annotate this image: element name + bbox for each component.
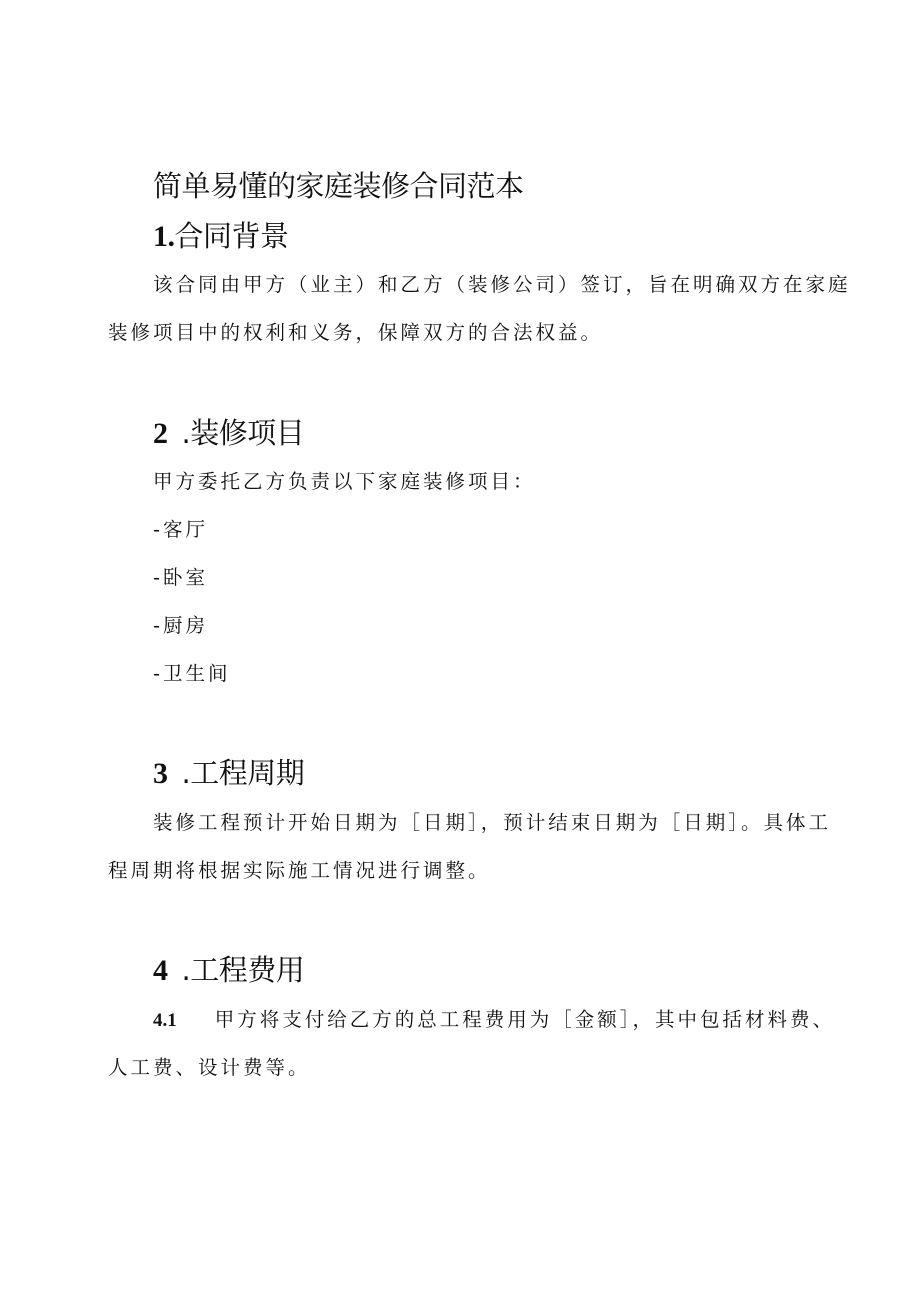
section-1-line-1: 该合同由甲方（业主）和乙方（装修公司）签订，旨在明确双方在家庭	[153, 273, 851, 296]
list-item: -客厅	[153, 518, 209, 541]
section-3-title: .工程周期	[181, 756, 305, 790]
subsection-number: 4.1	[153, 1010, 177, 1031]
section-3-number: 3	[153, 757, 168, 790]
list-item: -卫生间	[153, 662, 231, 685]
section-4-line-1	[153, 1007, 835, 1033]
section-4-heading	[153, 950, 304, 991]
list-item: -卧室	[153, 566, 209, 589]
section-1-title: 合同背景	[174, 219, 289, 253]
section-4-title: .工程费用	[181, 953, 305, 987]
section-2-heading	[153, 413, 304, 454]
section-1-line-2: 装修项目中的权利和义务，保障双方的合法权益。	[108, 321, 604, 344]
section-1-number: 1.	[153, 220, 175, 253]
subsection-text: 甲方将支付给乙方的总工程费用为［金额］，其中包括材料费、	[214, 1008, 836, 1031]
document-title: 简单易懂的家庭装修合同范本	[153, 169, 524, 203]
section-3-line-1: 装修工程预计开始日期为［日期］，预计结束日期为［日期］。具体工	[153, 811, 832, 834]
section-2-number: 2	[153, 417, 168, 450]
section-2-intro: 甲方委托乙方负责以下家庭装修项目：	[153, 470, 536, 493]
section-3-line-2: 程周期将根据实际施工情况进行调整。	[108, 859, 491, 882]
section-1-heading	[153, 216, 289, 257]
section-4-line-2: 人工费、设计费等。	[108, 1056, 311, 1079]
list-item: -厨房	[153, 614, 209, 637]
section-2-title: .装修项目	[181, 416, 305, 450]
section-3-heading	[153, 753, 304, 794]
section-4-number: 4	[153, 954, 168, 987]
